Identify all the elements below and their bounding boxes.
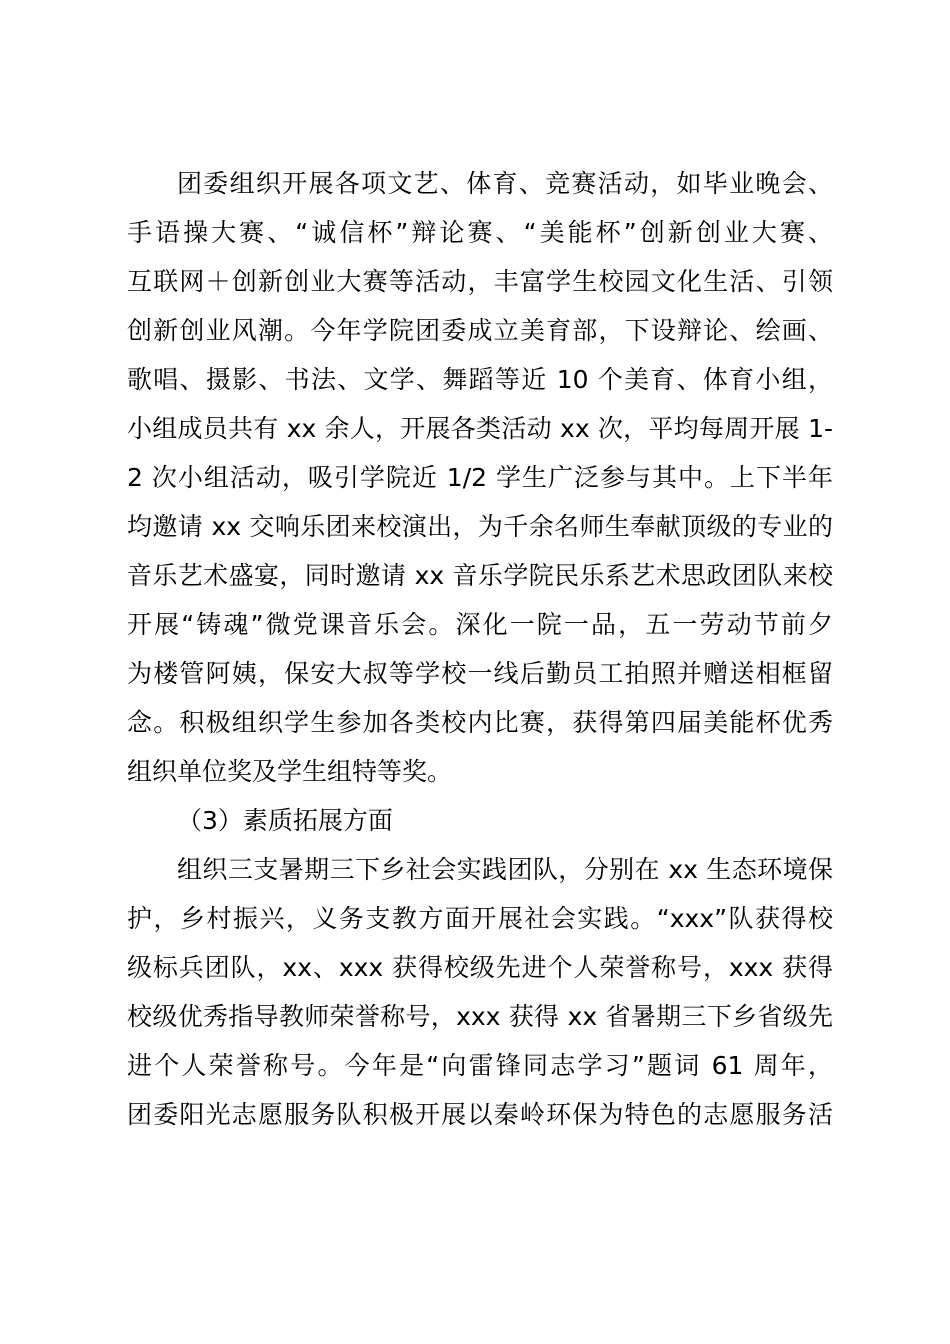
paragraph-line: 均邀请 xx 交响乐团来校演出，为千余名师生奉献顶级的专业的 [127, 512, 833, 541]
paragraph-line: 组织三支暑期三下乡社会实践团队，分别在 xx 生态环境保 [177, 855, 833, 884]
paragraph-line: 手语操大赛、“诚信杯”辩论赛、“美能杯”创新创业大赛、 [127, 218, 833, 247]
section-heading: （3）素质拓展方面 [177, 806, 393, 835]
paragraph-line: 互联网＋创新创业大赛等活动，丰富学生校园文化生活、引领 [127, 267, 833, 296]
paragraph-line: 护，乡村振兴，义务支教方面开展社会实践。“xxx”队获得校 [127, 904, 833, 933]
paragraph-line: 开展“铸魂”微党课音乐会。深化一院一品，五一劳动节前夕 [127, 610, 833, 639]
paragraph-line: 级标兵团队，xx、xxx 获得校级先进个人荣誉称号，xxx 获得 [127, 953, 833, 982]
paragraph-line: 团委阳光志愿服务队积极开展以秦岭环保为特色的志愿服务活 [127, 1100, 833, 1129]
paragraph-line: 念。积极组织学生参加各类校内比赛，获得第四届美能杯优秀 [127, 708, 833, 737]
paragraph-line: 创新创业风潮。今年学院团委成立美育部，下设辩论、绘画、 [127, 316, 833, 345]
paragraph-line: 歌唱、摄影、书法、文学、舞蹈等近 10 个美育、体育小组， [127, 365, 833, 394]
body-text [127, 159, 833, 1139]
paragraph-line: 小组成员共有 xx 余人，开展各类活动 xx 次，平均每周开展 1- [127, 414, 833, 443]
paragraph-line: 2 次小组活动，吸引学院近 1/2 学生广泛参与其中。上下半年 [127, 463, 833, 492]
paragraph-line: 音乐艺术盛宴，同时邀请 xx 音乐学院民乐系艺术思政团队来校 [127, 561, 833, 590]
paragraph-line: 校级优秀指导教师荣誉称号，xxx 获得 xx 省暑期三下乡省级先 [127, 1002, 833, 1031]
paragraph-line: 团委组织开展各项文艺、体育、竞赛活动，如毕业晚会、 [177, 169, 833, 198]
paragraph-line: 进个人荣誉称号。今年是“向雷锋同志学习”题词 61 周年， [127, 1051, 833, 1080]
paragraph-line: 组织单位奖及学生组特等奖。 [127, 757, 453, 786]
paragraph-line: 为楼管阿姨，保安大叔等学校一线后勤员工拍照并赠送相框留 [127, 659, 833, 688]
